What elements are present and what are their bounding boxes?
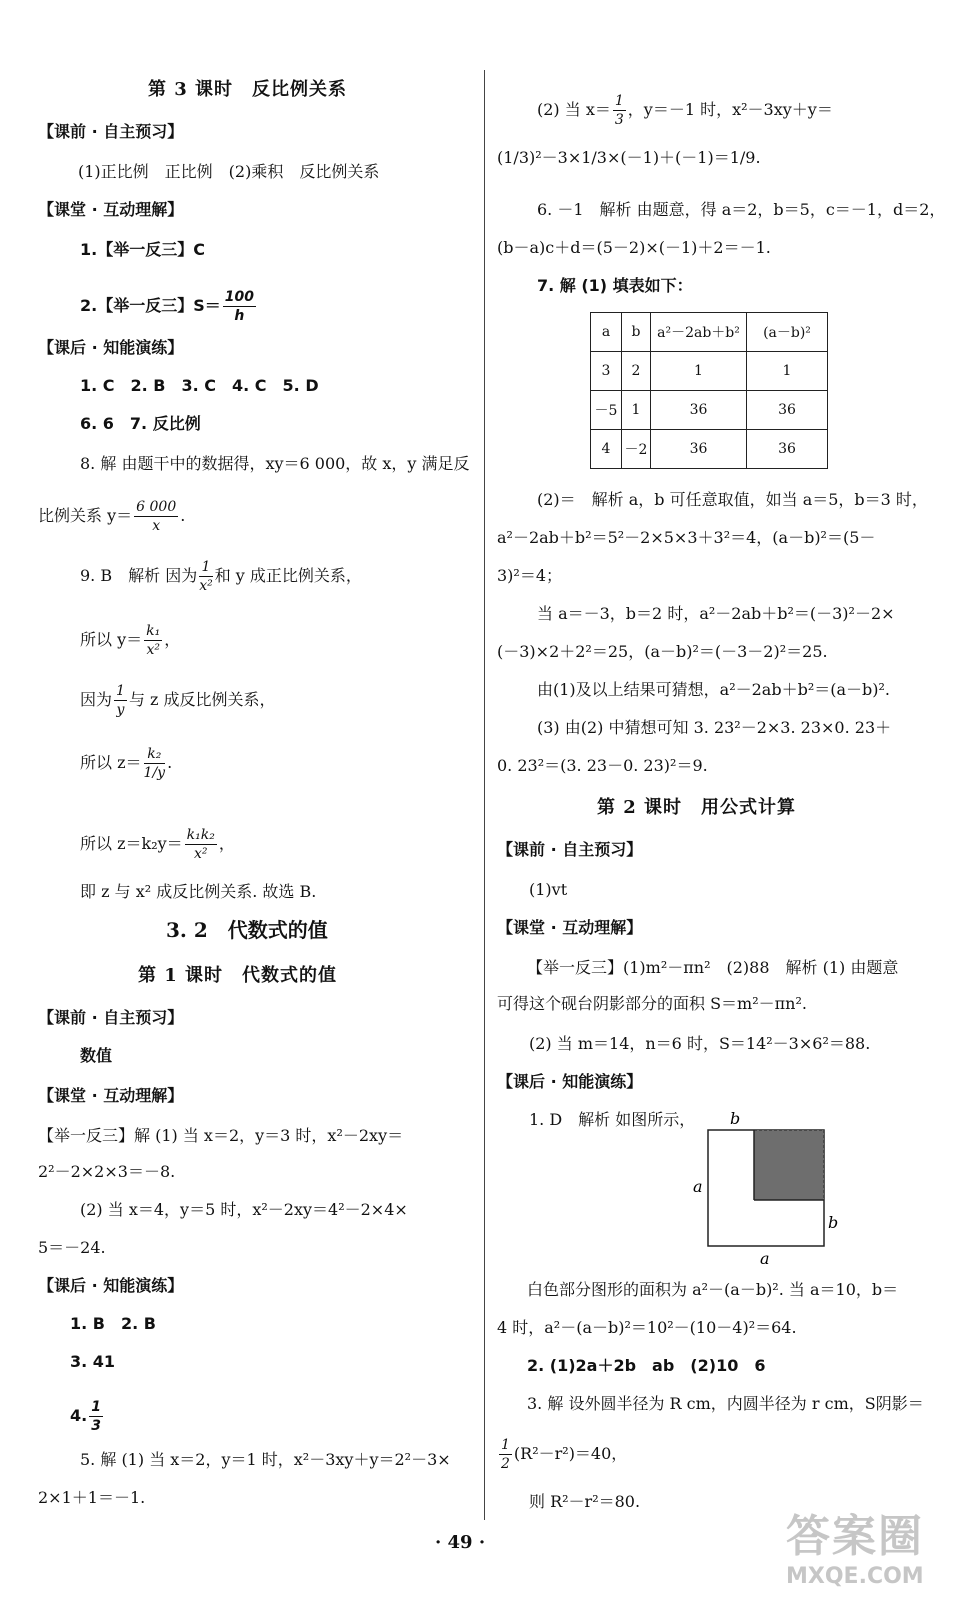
- section-header: 【课堂 · 互动理解】: [38, 200, 184, 219]
- watermark-text: 答案圈: [786, 1511, 924, 1562]
- table-row: [591, 430, 828, 469]
- answer-line: (2)＝ 解析 a，b 可任意取值，如当 a＝5，b＝3 时，: [537, 490, 928, 509]
- answer-line: 1. D 解析 如图所示，: [529, 1110, 696, 1129]
- section-title: 3. 2 代数式的值: [166, 918, 328, 942]
- answer-line: 数值: [80, 1046, 113, 1065]
- table-cell: 36: [747, 391, 828, 430]
- answer-line: 5. 解 (1) 当 x＝2，y＝1 时，x²－3xy＋y＝2²－3×: [80, 1450, 451, 1469]
- lesson-title: 第 3 课时 反比例关系: [148, 79, 348, 100]
- section-header: 【课堂 · 互动理解】: [497, 918, 643, 937]
- answer-line: (b－a)c＋d＝(5－2)×(－1)＋2＝－1.: [497, 238, 771, 257]
- label-b-top: b: [730, 1109, 741, 1128]
- section-header: 【课后 · 知能演练】: [497, 1072, 643, 1091]
- answer-line: 当 a＝－3，b＝2 时，a²－2ab＋b²＝(－3)²－2×: [537, 604, 895, 623]
- table-header-cell: a²－2ab＋b²: [651, 313, 747, 352]
- answer-line: (1)正比例 正比例 (2)乘积 反比例关系: [78, 162, 380, 181]
- answer-line: 比例关系 y＝ $\frac{6 000}{x}$ .: [38, 499, 186, 534]
- answer-line: (2) 当 x＝4，y＝5 时，x²－2xy＝4²－2×4×: [80, 1200, 408, 1219]
- answer-line: 3)²＝4；: [497, 566, 563, 585]
- watermark-logo: [786, 1500, 946, 1590]
- lesson-title: 第 2 课时 用公式计算: [597, 797, 797, 818]
- answer-line: 4 时，a²－(a－b)²＝10²－(10－4)²＝64.: [497, 1318, 797, 1337]
- table-cell: －2: [622, 430, 651, 469]
- table-row: [591, 352, 828, 391]
- table-cell: －5: [591, 391, 622, 430]
- square-figure: [690, 1108, 840, 1268]
- shaded-square: [754, 1130, 824, 1200]
- answer-line: 所以 z＝ $\frac{\text{k₂}}{1/y}$ .: [80, 746, 173, 781]
- answer-line: 所以 z＝k₂y＝ $\frac{\text{k₁k₂}}{\text{x²}}$ ，: [80, 827, 235, 862]
- table-cell: 36: [651, 430, 747, 469]
- answer-line: 1. C 2. B 3. C 4. C 5. D: [80, 376, 319, 395]
- answer-line: 3. 41: [70, 1352, 116, 1371]
- label-b-right: b: [828, 1213, 839, 1232]
- table-header-row: [591, 313, 828, 352]
- answer-line: 所以 y＝ $\frac{\text{k₁}}{\text{x²}}$ ，: [80, 623, 181, 658]
- section-header: 【课前 · 自主预习】: [38, 122, 184, 141]
- table-cell: 2: [622, 352, 651, 391]
- section-header: 【课前 · 自主预习】: [497, 840, 643, 859]
- answer-line: 可得这个砚台阴影部分的面积 S＝m²－πn².: [497, 994, 807, 1013]
- watermark-url: MXQE.COM: [786, 1564, 924, 1589]
- table-cell: 3: [591, 352, 622, 391]
- answer-line: 1.【举一反三】C: [80, 240, 205, 259]
- answer-line: 则 R²－r²＝80.: [529, 1492, 641, 1511]
- page-number: · 49 ·: [435, 1532, 486, 1553]
- table-cell: 36: [651, 391, 747, 430]
- answer-line: a²－2ab＋b²＝5²－2×5×3＋3²＝4，(a－b)²＝(5－: [497, 528, 876, 547]
- table-row: [591, 391, 828, 430]
- answer-line: 由(1)及以上结果可猜想，a²－2ab＋b²＝(a－b)².: [537, 680, 891, 699]
- answer-line: 即 z 与 x² 成反比例关系. 故选 B.: [80, 882, 317, 901]
- answer-line: 6. －1 解析 由题意，得 a＝2，b＝5，c＝－1，d＝2，: [537, 200, 946, 219]
- answer-line: 8. 解 由题干中的数据得，xy＝6 000，故 x，y 满足反: [80, 454, 470, 473]
- answer-line: 5＝－24.: [38, 1238, 106, 1257]
- table-cell: 1: [747, 352, 828, 391]
- answer-line: 7. 解 (1) 填表如下：: [537, 276, 693, 295]
- answer-line: 2.【举一反三】S＝ $\frac{100}{h}$: [80, 289, 254, 324]
- table-cell: 4: [591, 430, 622, 469]
- lesson-title: 第 1 课时 代数式的值: [138, 965, 338, 986]
- answer-line: (1)vt: [529, 880, 568, 899]
- table-cell: 1: [651, 352, 747, 391]
- table-header-cell: (a－b)²: [747, 313, 828, 352]
- table-cell: 1: [622, 391, 651, 430]
- answer-line: (2) 当 x＝ $\frac{1}{3}$ ，y＝－1 时，x²－3xy＋y＝: [537, 93, 833, 128]
- label-a-left: a: [693, 1177, 703, 1196]
- label-a-bottom: a: [760, 1249, 770, 1268]
- answer-line: 【举一反三】解 (1) 当 x＝2，y＝3 时，x²－2xy＝: [38, 1126, 404, 1145]
- answer-line: 3. 解 设外圆半径为 R cm，内圆半径为 r cm，S阴影＝: [527, 1394, 924, 1413]
- answer-line: 因为 $\frac{1}{y}$ 与 z 成反比例关系，: [80, 683, 276, 718]
- table-header-cell: a: [591, 313, 622, 352]
- answer-line: 4. $\frac{1}{3}$: [70, 1399, 101, 1434]
- answer-line: 2²－2×2×3＝－8.: [38, 1162, 176, 1181]
- answer-line: (1/3)²－3×1/3×(－1)＋(－1)＝1/9.: [497, 148, 761, 167]
- table-header-cell: b: [622, 313, 651, 352]
- answer-line: 白色部分图形的面积为 a²－(a－b)². 当 a＝10，b＝: [527, 1280, 899, 1299]
- section-header: 【课堂 · 互动理解】: [38, 1086, 184, 1105]
- answer-line: 1. B 2. B: [70, 1314, 156, 1333]
- answer-line: 【举一反三】(1)m²－πn² (2)88 解析 (1) 由题意: [527, 958, 899, 977]
- answer-line: $\frac{1}{2}$ (R²－r²)＝40，: [501, 1437, 628, 1472]
- answer-line: (2) 当 m＝14，n＝6 时，S＝14²－3×6²＝88.: [529, 1034, 871, 1053]
- answer-line: 6. 6 7. 反比例: [80, 414, 201, 433]
- answer-line: (－3)×2＋2²＝25，(a－b)²＝(－3－2)²＝25.: [497, 642, 828, 661]
- section-header: 【课后 · 知能演练】: [38, 338, 184, 357]
- answer-line: 2×1＋1＝－1.: [38, 1488, 146, 1507]
- values-table: [590, 312, 828, 469]
- section-header: 【课后 · 知能演练】: [38, 1276, 184, 1295]
- column-divider: [484, 70, 485, 1520]
- section-header: 【课前 · 自主预习】: [38, 1008, 184, 1027]
- answer-line: 9. B 解析 因为 $\frac{1}{\text{x²}}$ 和 y 成正比例关系，: [80, 559, 362, 594]
- answer-line: (3) 由(2) 中猜想可知 3. 23²－2×3. 23×0. 23＋: [537, 718, 892, 737]
- answer-line: 2. (1)2a＋2b ab (2)10 6: [527, 1356, 766, 1375]
- table-cell: 36: [747, 430, 828, 469]
- answer-line: 0. 23²＝(3. 23－0. 23)²＝9.: [497, 756, 708, 775]
